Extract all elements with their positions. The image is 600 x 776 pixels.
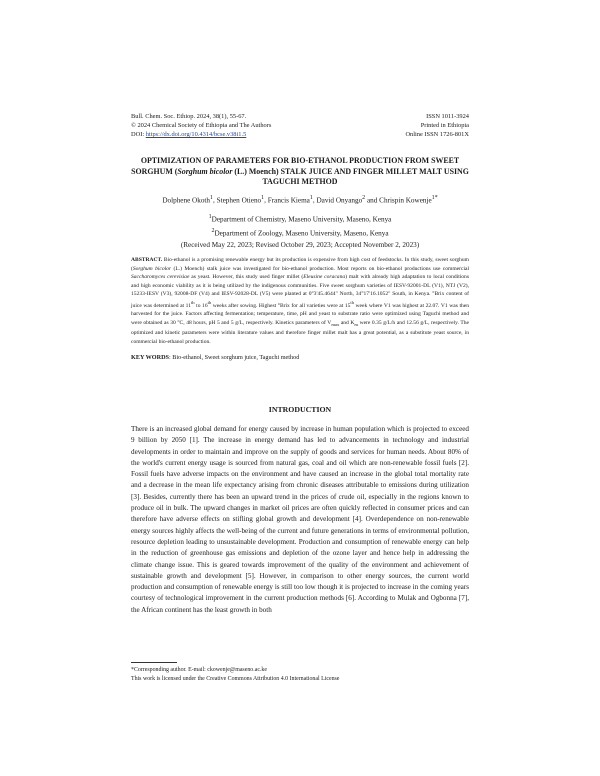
online-issn-line: Online ISSN 1726-801X xyxy=(405,131,469,138)
doi-line xyxy=(131,130,271,139)
doi-link[interactable]: https://dx.doi.org/10.4314/bcse.v38i1.5 xyxy=(145,131,247,138)
introduction-paragraph: There is an increased global demand for energy caused by increase in human population which is projected to exceed 9 billion by 2050 [1]. The increase in energy demand has led to advancements in technology and industrial developments in order to maintain and improve on the supply of goods and services for human needs. About 80% of the world's current energy usage is sourced from natural gas, coal and oil which are non-renewable fossil fuels [2]. Fossil fuels have adverse impacts on the environment and have caused an increase in the global total mortality rate and a decrease in the mean life expectancy arising from chronic diseases attributable to emissions during utilization [3]. Besides, currently there has been an upward trend in the prices of crude oil, especially in the regions known to produce oil in bulk. The upward changes in market oil prices are often quickly reflected in consumer prices and can therefore have adverse effects on stifling global growth and development [4]. Overdependence on non-renewable energy sources highly affects the well-being of the current and future generations in terms of environmental pollution, resource depletion leading to unsustainable development. Production and consumption of renewable energy can help in the reduction of greenhouse gas emissions and depletion of the ozone layer and hence help in addressing the climate change issue. This is geared towards improvement of the quality of the environment and achievement of sustainable growth and development [5]. However, in comparison to other energy sources, the current world production and consumption of renewable energy is still too low though it is projected to increase in the coming years courtesy of technological improvement in the current production methods [6]. According to Mulak and Ogbonna [7], the African continent has the least growth in both xyxy=(131,425,469,614)
footnote-rule xyxy=(131,662,177,663)
abstract-label: ABSTRACT. xyxy=(131,257,163,263)
citation-line: Bull. Chem. Soc. Ethiop. 2024, 38(1), 55-67. xyxy=(131,113,247,120)
author-list: Dolphene Okoth$^1$, Stephen Otieno$^1$, Francis Kiema$^1$, David Onyango$^2$ and Chrispin Kowenje$^{1*}$ xyxy=(162,195,438,205)
affiliation-zoology: $^2$Department of Zoology, Maseno University, Maseno, Kenya xyxy=(211,228,389,238)
doi-prefix: DOI: xyxy=(131,131,146,138)
author-name: Stephen Otieno xyxy=(216,196,262,205)
header-left xyxy=(131,112,271,139)
introduction-heading: INTRODUCTION xyxy=(268,405,332,414)
author-name: Chrispin Kowenje xyxy=(379,196,432,205)
copyright-line: © 2024 Chemical Society of Ethiopia and The Authors xyxy=(131,122,272,129)
header-right xyxy=(405,112,469,139)
affiliation-chemistry: $^1$Department of Chemistry, Maseno University, Maseno, Kenya xyxy=(208,214,392,224)
license-note: This work is licensed under the Creative Commons Attribution 4.0 International License xyxy=(131,676,340,682)
footnotes xyxy=(131,666,469,684)
printed-line: Printed in Ethiopia xyxy=(420,122,469,129)
author-name: Francis Kiema xyxy=(267,196,310,205)
keywords: KEY WORDS: Bio-ethanol, Sweet sorghum juice, Taguchi method xyxy=(131,354,300,361)
keywords-label: KEY WORDS xyxy=(131,354,169,361)
received-dates: (Received May 22, 2023; Revised October 29, 2023; Accepted November 2, 2023) xyxy=(180,241,420,249)
author-name: David Onyango xyxy=(316,196,363,205)
journal-header xyxy=(131,112,469,139)
abstract: ABSTRACT. Bio-ethanol is a promising renewable energy but its production is expensive from high cost of feedstocks. In this study, sweet sorghum (Sorghum bicolor (L.) Moench) stalk juice was investigated for bio-ethanol production. Most reports on bio-ethanol productions use commercial Saccharomyces cerevisiae as yeast. However, this study used finger millet (Eleusine coracana) malt with already high adaptation to local conditions and high economic viability as it is being utilized by the indigenous communities. Five sweet sorghum varieties of IESV-92001-DL (V1), NTJ (V2), 15233-IESV (V3), 92008-DF (V4) and IESV-92028-DL (V5) were planted at 0°3'45.4644" North, 34°17'16.1052" South, in Kenya. °Brix content of juice was determined at 11th to 16th weeks after sowing. Highest °Brix for all varieties were at 15th week where V1 was highest at 22.07. V1 was then harvested for the juice. Factors affecting fermentation; temperature, time, pH and yeast to substrate ratio were optimized using Taguchi method and were obtained as 30 °C, 48 hours, pH 5 and 5 g/L, respectively. Kinetics parameters of $V_{max}$ and $K_m$ were 0.35 g/L/h and 12.56 g/L, respectively. The optimized and kinetic parameters were within literature values and therefore finger millet malt has a great potential, as a substitute yeast source, in commercial bio-ethanol production. xyxy=(131,257,470,345)
corresponding-author-note: *Corresponding author. E-mail: ckowenje@maseno.ac.ke xyxy=(131,667,267,673)
author-name: Dolphene Okoth xyxy=(162,196,211,205)
affiliations xyxy=(131,211,469,240)
article-title: OPTIMIZATION OF PARAMETERS FOR BIO-ETHANOL PRODUCTION FROM SWEET SORGHUM (Sorghum bicolor (L.) Moench) STALK JUICE AND FINGER MILLET MALT USING TAGUCHI METHOD xyxy=(131,156,469,186)
issn-line: ISSN 1011-3924 xyxy=(426,113,469,120)
